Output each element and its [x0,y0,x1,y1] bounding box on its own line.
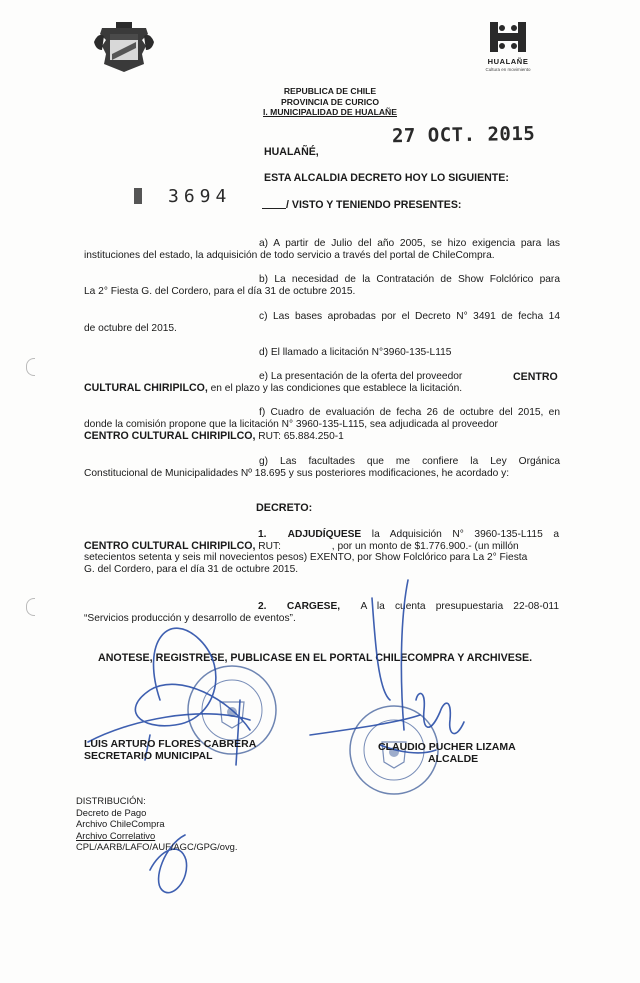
closing-formula: ANOTESE, REGISTRESE, PUBLICASE EN EL PORTAL CHILECOMPRA Y ARCHIVESE. [98,652,533,664]
header-line: REPUBLICA DE CHILE [283,86,377,96]
decree-number-stamp: 3694 [168,186,232,207]
consideration-g-line1: g) Las facultades que me confiere la Ley Orgánica [259,456,560,467]
consideration-e-line2: CULTURAL CHIRIPILCO, en el plazo y las condiciones que establece la licitación. [84,382,463,394]
header-line: PROVINCIA DE CURICO [280,96,380,107]
distribution-item: Archivo ChileCompra [76,818,165,830]
distribution-item: Archivo Correlativo [76,829,156,841]
consideration-a-line1: a) A partir de Julio del año 2005, se hizo exigencia para las [259,238,560,249]
consideration-b-line1: b) La necesidad de la Contratación de Show Folclórico para [259,274,560,285]
consideration-f-line1: f) Cuadro de evaluación de fecha 26 de octubre del 2015, en [259,407,560,418]
place-name: HUALAÑÉ, [264,146,319,158]
consideration-c-line2: de octubre del 2015. [84,323,177,334]
consideration-d: d) El llamado a licitación N°3960-135-L115 [259,347,452,358]
consideration-f-line3: CENTRO CULTURAL CHIRIPILCO, RUT: 65.884.250-1 [84,430,344,442]
mayor-name: CLAUDIO PUCHER LIZAMA [378,741,516,753]
consideration-e-line1: e) La presentación de la oferta del proveedor [259,371,463,382]
decree-item2-line1: 2. CARGESE, A la cuenta presupuestaria 22-08-011 [258,601,559,612]
logo-tagline: Cultura en movimiento [485,67,531,72]
decree-heading: ESTA ALCALDIA DECRETO HOY LO SIGUIENTE: [264,172,509,184]
distribution-item: CPL/AARB/LAFO/AUF/AGC/GPG/ovg. [76,841,238,853]
distribution-block [76,795,238,853]
secretary-name: LUIS ARTURO FLORES CABRERA [84,738,257,750]
visto-heading: / VISTO Y TENIENDO PRESENTES: [286,199,462,211]
decree-item1-line4: G. del Cordero, para el día 31 de octubre 2015. [84,564,299,575]
consideration-e-provider: CENTRO [513,371,558,383]
decree-item1-line1: 1. ADJUDÍQUESE la Adquisición N° 3960-135-L115 a [258,529,559,540]
consideration-a-line2: instituciones del estado, la adquisición de todo servicio a través del portal de ChileCompra. [84,250,495,261]
logo-brand: HUALAÑE [487,57,529,66]
decree-item2-line2: “Servicios producción y desarrollo de eventos”. [84,613,296,624]
secretary-role: SECRETARIO MUNICIPAL [84,750,213,762]
date-stamp: 27 OCT. 2015 [391,122,536,148]
consideration-g-line2: Constitucional de Municipalidades Nº 18.695 y sus posteriores modificaciones, he acordado y: [84,468,510,479]
distribution-title: DISTRIBUCIÓN: [76,795,146,806]
mayor-role: ALCALDE [428,753,479,765]
distribution-item: Decreto de Pago [76,806,147,818]
consideration-c-line1: c) Las bases aprobadas por el Decreto N° 3491 de fecha 14 [259,311,560,322]
decree-item1-line3: setecientos setenta y seis mil novecientos pesos) EXENTO, por Show Folclórico para La 2° Fiesta [84,552,528,563]
punch-hole-mark [26,358,35,376]
decree-title: DECRETO: [256,502,313,514]
consideration-b-line2: La 2° Fiesta G. del Cordero, para el día 31 de octubre 2015. [84,286,356,297]
consideration-f-line2: donde la comisión propone que la licitación N° 3960-135-L115, sea adjudicada al proveedor [84,419,498,430]
header-line: I. MUNICIPALIDAD DE HUALAÑE [263,107,397,117]
punch-hole-mark [26,598,35,616]
decree-item1-line2: CENTRO CULTURAL CHIRIPILCO, RUT: , por un monto de $1.776.900.- (un millón [84,540,519,552]
